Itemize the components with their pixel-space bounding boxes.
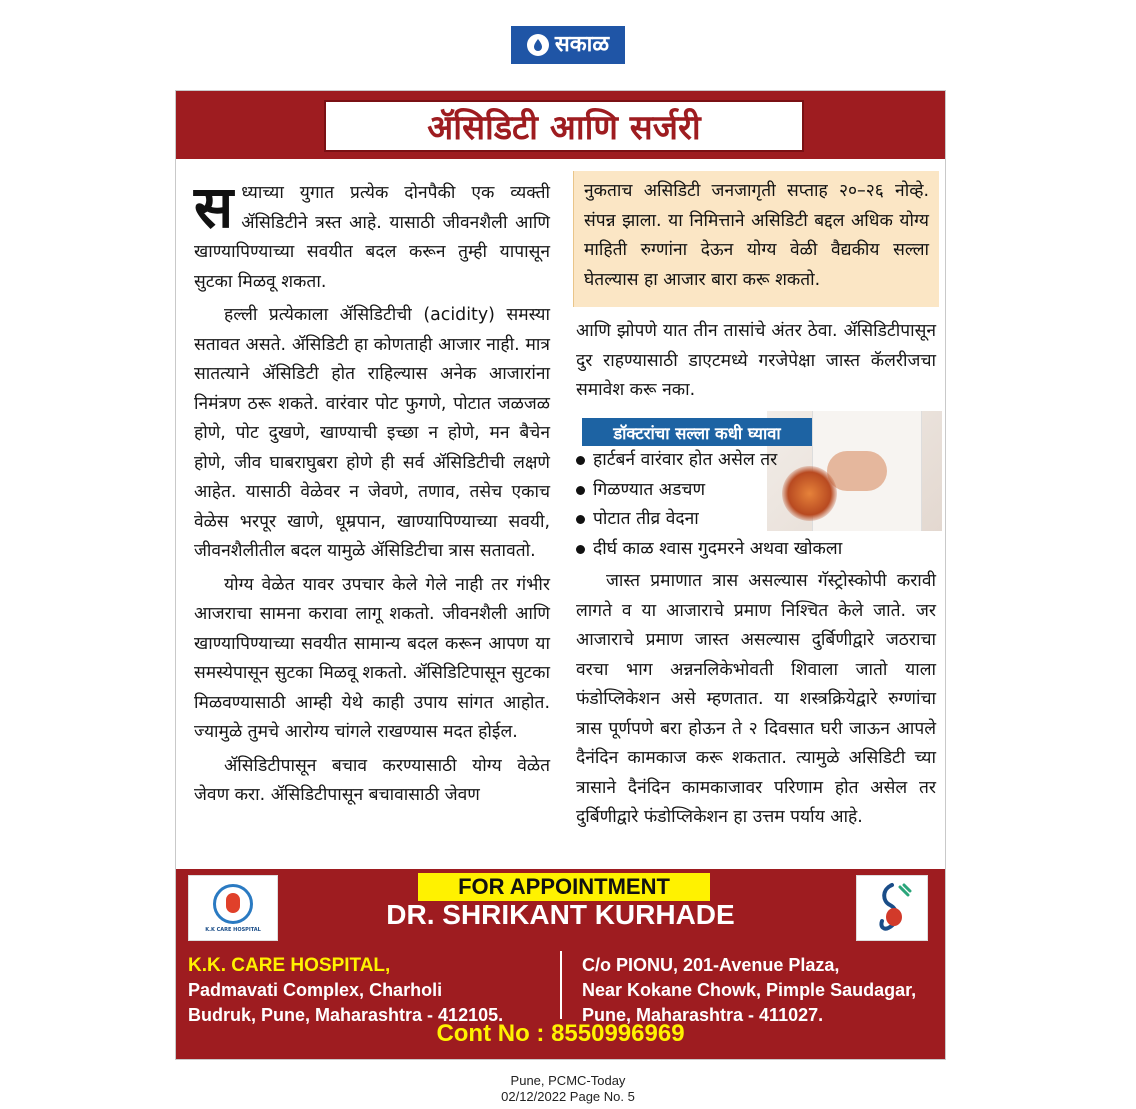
bullet-dot-icon bbox=[576, 545, 585, 554]
article-headline: ॲसिडिटी आणि सर्जरी bbox=[427, 108, 701, 148]
hospital-name: K.K. CARE HOSPITAL, bbox=[188, 955, 391, 976]
clinic-address-line: C/o PIONU, 201-Avenue Plaza, bbox=[582, 955, 840, 975]
page-info bbox=[0, 1073, 1136, 1105]
headline-banner bbox=[176, 91, 945, 159]
bullet-item bbox=[576, 476, 946, 506]
bullet-item bbox=[576, 446, 946, 476]
stomach-icon bbox=[870, 881, 914, 935]
newspaper-masthead bbox=[511, 26, 625, 64]
treatment-paragraph: योग्य वेळेत यावर उपचार केले गेले नाही तर गंभीर आजराचा सामना करावा लागू शकतो. जीवनशैली आणि खाण्यापिण्याच्या सवयीत सामान्य बदल करून आपण या समस्येपासून सुटका मिळवू शकतो. ॲसिडिटिपासून सुटका मिळवण्यासाठी आम्ही येथे काही उपाय सांगत आहोत. ज्यामुळे तुमचे आरोग्य चांगले राखण्यास मदत होईल. bbox=[194, 574, 550, 742]
bullet-dot-icon bbox=[576, 486, 585, 495]
surgery-paragraph: जास्त प्रमाणात त्रास असल्यास गॅस्ट्रोस्कोपी करावी लागते व या आजाराचे प्रमाण निश्चित केले जाते. जर आजाराचे प्रमाण जास्त असल्यास दुर्बिणीद्वारे जठराचा वरचा भाग अन्ननलिकेभोवती शिवाला जातो याला फंडोप्लिकेशन असे म्हणतात. या शस्त्रक्रियेद्वारे रुग्णांचा त्रास पूर्णपणे बरा होऊन ते २ दिवसात घरी जाऊन आपले दैनंदिन कामकाज करू शकतात. त्यामुळे असिडिटी च्या त्रासाने दैनंदिन कामकाजावर परिणाम होत असेल तर दुर्बिणीद्वारे फंडोप्लिकेशन हा उत्तम पर्याय आहे. bbox=[576, 571, 936, 827]
edition-label: Pune, PCMC-Today bbox=[510, 1073, 626, 1088]
symptoms-paragraph: हल्ली प्रत्येकाला ॲसिडिटीची (acidity) समस्या सतावत असते. ॲसिडिटी हा कोणताही आजार नाही. मात्र सातत्याने ॲसिडिटी होत राहिल्यास अनेक आजारांना निमंत्रण ठरू शकते. वारंवार पोट फुगणे, पोटात जळजळ होणे, पोट दुखणे, खाण्याची इच्छा न होणे, मन बैचेन होणे, जीव घाबराघुबरा होणे ही सर्व ॲसिडिटीची लक्षणे आहेत. यासाठी वेळेवर न जेवणे, तणाव, तसेच एकाच वेळेस भरपूर खाणे, धूम्रपान, खाण्यापिण्याच्या सवयी, जीवनशैलीतील बदल यामुळे ॲसिडिटीचा त्रास सतावतो. bbox=[194, 305, 550, 561]
appointment-footer bbox=[176, 869, 945, 1059]
bullet-dot-icon bbox=[576, 456, 585, 465]
bullet-text: हार्टबर्न वारंवार होत असेल तर bbox=[593, 450, 778, 470]
contact-number: Cont No : 8550996969 bbox=[436, 1020, 685, 1047]
appointment-label: FOR APPOINTMENT bbox=[418, 873, 710, 901]
hospital-address-line: Budruk, Pune, Maharashtra - 412105. bbox=[188, 1005, 504, 1025]
clinic-address bbox=[582, 953, 942, 1028]
highlight-text: नुकताच असिडिटी जनजागृती सप्ताह २०–२६ नोव्हे. संपन्न झाला. या निमित्ताने असिडिटी बद्दल अधिक योग्य माहिती रुग्णांना देऊन योग्य वेळी वैद्यकीय सल्ला घेतल्यास हा आजार बारा करू शकतो. bbox=[584, 181, 929, 290]
symptom-bullet-list bbox=[576, 446, 946, 564]
intro-paragraph bbox=[194, 173, 550, 297]
bullet-text: दीर्घ काळ श्वास गुदमरने अथवा खोकला bbox=[593, 538, 843, 559]
right-column-bottom bbox=[576, 567, 936, 837]
masthead-title: सकाळ bbox=[554, 32, 610, 57]
hospital-address-line: Padmavati Complex, Charholi bbox=[188, 980, 443, 1000]
address-divider bbox=[560, 951, 562, 1019]
hospital-logo-caption: K.K CARE HOSPITAL bbox=[205, 926, 261, 933]
bullet-text: पोटात तीव्र वेदना bbox=[593, 509, 699, 529]
diet-paragraph: आणि झोपणे यात तीन तासांचे अंतर ठेवा. ॲसिडिटीपासून दुर राहण्यासाठी डाएटमध्ये गरजेपेक्षा जास्त कॅलरीजचा समावेश करू नका. bbox=[576, 321, 936, 400]
bullet-dot-icon bbox=[576, 515, 585, 524]
hospital-address bbox=[188, 953, 548, 1028]
bullet-item bbox=[576, 505, 946, 535]
right-column-top bbox=[576, 317, 936, 410]
intro-text: ध्याच्या युगात प्रत्येक दोनपैकी एक व्यक्ती ॲसिडिटीने त्रस्त आहे. यासाठी जीवनशैली आणि खाण्यापिण्याच्या सवयीत बदल करून तुम्ही यापासून सुटका मिळवू शकता. bbox=[194, 183, 550, 292]
date-page-label: 02/12/2022 Page No. 5 bbox=[501, 1089, 635, 1104]
gastro-clinic-logo bbox=[856, 875, 928, 941]
article-clipping bbox=[175, 90, 946, 1060]
clinic-address-line: Near Kokane Chowk, Pimple Saudagar, bbox=[582, 980, 917, 1000]
bullet-text: गिळण्यात अडचण bbox=[593, 479, 706, 500]
doctor-name: DR. SHRIKANT KURHADE bbox=[386, 899, 735, 930]
doctor-advice-label: डॉक्टरांचा सल्ला कधी घ्यावा bbox=[582, 418, 812, 446]
clinic-address-line: Pune, Maharashtra - 411027. bbox=[582, 1005, 824, 1025]
drop-cap: स bbox=[194, 173, 234, 241]
highlight-box bbox=[573, 171, 939, 307]
headline-box bbox=[324, 100, 804, 152]
prevention-paragraph: ॲसिडिटीपासून बचाव करण्यासाठी योग्य वेळेत जेवण करा. ॲसिडिटीपासून बचावासाठी जेवण bbox=[194, 755, 550, 805]
left-column bbox=[194, 173, 550, 815]
bullet-item bbox=[576, 535, 946, 565]
sakal-logo-icon bbox=[527, 34, 549, 56]
